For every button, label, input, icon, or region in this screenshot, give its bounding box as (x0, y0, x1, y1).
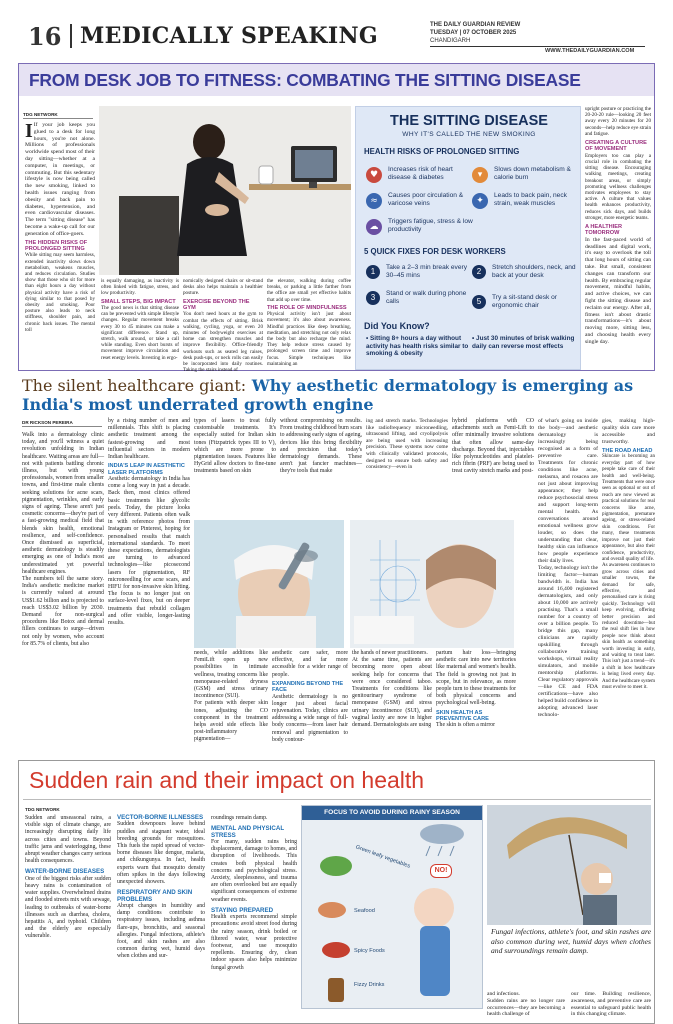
col-3 (211, 815, 297, 1023)
risk-item: ≈ Causes poor circulation & varicose veins (366, 191, 470, 215)
masthead-rule (430, 46, 645, 47)
paragraph: upright posture or practicing the 20-20-20 rule—looking 20 feet away every 20 minutes for 20 seconds—help reduce eye strain and fatigue. (585, 106, 651, 137)
paragraph: partum hair loss—bringing aesthetic care into new territories like maternal and women's health. The field is growing not just in scope, but in relevance, as more people turn to these treatments for both physical concerns and psychological well-being. (436, 650, 516, 707)
subhead-beyond-face: EXPANDING BEYOND THE FACE (272, 680, 344, 694)
subhead-exercise: EXERCISE BEYOND THE GYM (183, 298, 250, 312)
paragraph: nomically designed chairs or sit-stand desks also helps maintain a healthier posture. (183, 278, 263, 297)
subhead-respiratory: RESPIRATORY AND SKIN PROBLEMS (117, 889, 193, 903)
fix-item: 5 Try a sit-stand desk or ergonomic chair (472, 293, 580, 315)
fact-item: • Sitting 8+ hours a day without activity has health risks similar to smoking & obesity (366, 335, 469, 358)
paragraph: Physical activity isn't just about movement; it's also about awareness. Mindful practices like deep breathing, meditation, and stretching not only relax the body but also recharge the mind. They help reduce stress caused by prolonged screen time and improve focus. Simple techniques like maintaining an (267, 311, 351, 367)
fix-number: 1 (366, 265, 380, 279)
paragraph: aesthetic care safer, more effective, and far more accessible for a wider range of people. (272, 650, 348, 678)
paragraph: One of the biggest risks after sudden heavy rains is contamination of water supplies. Overwhelmed drains and flooded streets mix with sewage, leading to outbreaks of water-borne illnesses such as diarrhea, cholera, hepatitis A, and typhoid. Children and the elderly are especially vulnerable. (25, 875, 111, 940)
paragraph: our time. Building resilience, awareness, and preventive care are essential to safeguard public health in this changing climate. (571, 991, 651, 1018)
focus-item-seafood: Seafood (354, 908, 375, 914)
subhead-mindfulness: THE ROLE OF MINDFULNESS (267, 304, 347, 311)
headline: Sudden rain and their impact on health (29, 767, 425, 793)
rain-article (18, 760, 655, 1024)
subhead-small-steps: SMALL STEPS, BIG IMPACT (101, 298, 176, 305)
paragraph: the elevator, walking during coffee breaks, or parking a little farther from the office are small yet effective habits that add up over time. (267, 278, 351, 303)
col-4 (280, 418, 362, 518)
fix-item: 3 Stand or walk during phone calls (366, 289, 470, 311)
subhead-hidden-risks: THE HIDDEN RISKS OF PROLONGED SITTING (25, 239, 88, 252)
focus-title: FOCUS TO AVOID DURING RAINY SEASON (324, 809, 460, 816)
col-1 (25, 122, 95, 370)
paragraph: In the fast-paced world of deadlines and digital work, it's easy to overlook the toll that long hours of sitting can take. But small, consistent changes can transform our health. By embracing regular movement, mindful habits, and active choices, we can fight the sitting disease and reclaim our energy. After all, fitness isn't about drastic transformations—it's about moving more, sitting less, and choosing health every single day. (585, 236, 651, 345)
fix-item: 2 Stretch shoulders, neck, and back at your desk (472, 263, 580, 291)
paragraph: Walk into a dermatology clinic today, and you'll witness a quiet revolution unfolding in Indian healthcare. Waiting areas are full—not with patients battling chronic illness, but with young professionals, women from smaller towns, and first-time male clients seeking solutions for acne scars, pigmentation, wrinkles, and early signs of ageing. These aren't just cosmetic concerns—they're part of a fast-growing medical field that blends skin health, emotional resilience, and self-confidence. Once dismissed as superficial, aesthetic dermatology is steadily emerging as one of India's most underestimated yet powerful healthcare engines. The numbers tell the same story. India's aesthetic medicine market is currently valued at around US$1.62 billion and is projected to reach US$3.02 billion by 2030. Demand for non-surgical procedures like Botox and dermal fillers continues to surge—driven not only by women, who account for 85.7% of clients, but also (22, 432, 104, 647)
info-title: THE SITTING DISEASE (390, 113, 548, 129)
fact-item: • Just 30 minutes of brisk walking daily can reverse most effects (472, 335, 575, 350)
issue-date: TUESDAY | 07 OCTOBER 2025 (430, 30, 517, 36)
byline: TDG NETWORK (23, 112, 58, 117)
col-5-bottom (571, 991, 651, 1023)
col-8 (602, 418, 655, 754)
paragraph: You don't need hours at the gym to combat the effects of sitting. Brisk walking, cycling, yoga, or even 20 minutes of bodyweight exercises at home can strengthen muscles and improve flexibility. Office-friendly workouts such as seated leg raises, desk push-ups, or neck rolls can easily be incorporated into daily routines. Taking the stairs instead of (183, 311, 263, 374)
paragraph: The skin is often a mirror (436, 722, 496, 729)
risk-item: ♥ Increases risk of heart disease & diabetes (366, 165, 470, 189)
col-1 (25, 815, 111, 1023)
paragraph: Employers too can play a crucial role in combating the sitting disease. Encouraging walking meetings, creating breakout areas, or simply promoting wellness challenges motivates employees to stay active. A culture that values health enhances productivity, reduces sick days, and builds stronger, more energetic teams. (585, 152, 651, 221)
subhead-culture: CREATING A CULTURE OF MOVEMENT (585, 140, 647, 153)
paragraph: and infections. Sudden rains are no longer rare occurrences—they are becoming a health challenge of (487, 991, 565, 1018)
subhead-road-ahead: THE ROAD AHEAD (602, 448, 653, 454)
headline: The silent healthcare giant: Why aesthetic dermatology is emerging as India's most underrated growth engine (22, 376, 634, 414)
stress-icon: ☁ (366, 219, 382, 235)
city: CHANDIGARH (430, 38, 471, 44)
col-1 (22, 432, 104, 754)
col-4-bottom (487, 991, 565, 1023)
col-4 (267, 278, 351, 370)
paragraph: Aesthetic dermatology in India has come a long way in just a decade. Back then, most clinics offered basic treatments like glycolic peels. Today, the picture looks very different. Patients often walk in with reference photos from Instagram or Pinterest, hoping for personalised results that match international standards. To meet these expectations, dermatologists are turning to advanced technologies—like picosecond lasers for pigmentation, RF microneedling for acne scars, and HIFU for non-invasive skin lifting. The focus is no longer just on surface-level fixes, but on deeper treatments that rebuild collagen and offer visible, longer-lasting results. (108, 476, 190, 627)
paper-name: THE DAILY GUARDIAN REVIEW (430, 22, 521, 28)
col-2 (117, 815, 205, 1023)
fix-item: 1 Take a 2–3 min break every 30–45 mins (366, 263, 470, 285)
col-4-lower (352, 650, 432, 754)
focus-item-spicy: Spicy Foods (354, 948, 385, 954)
paragraph: Aesthetic dermatology is no longer just about facial rejuvenation. Today, clinics are addressing a wide range of full-body concerns—from laser hair removal and pigmentation to body contour- (272, 693, 348, 743)
metabolism-icon: ▾ (472, 167, 488, 183)
subhead-prepared: STAYING PREPARED (211, 906, 274, 914)
subhead-laser: INDIA'S LEAP IN AESTHETIC LASER PLATFORMS (108, 463, 185, 476)
headline-band (19, 761, 654, 797)
lead-paragraph: I If your job keeps you glued to a desk for long hours, you're not alone. Millions of professionals worldwide spend most of their day sitting—whether at a computer, in meetings, or commuting. But this sedentary lifestyle is now being called the new smoking, linked to health issues ranging from obesity and back pain to diabetes, hypertension, and even cardiovascular diseases. The term "sitting disease" has become a wake-up call for our generation of office-goers. (25, 120, 95, 237)
byline-rule (23, 118, 93, 119)
paragraph: The good news is that sitting disease can be prevented with simple lifestyle changes. Regular movement breaks every 30 to 45 minutes can make a significant difference. Stand up, stretch, walk around, or take a call while standing. Even short bursts of movement improve circulation and reset energy levels. Investing in ergo- (101, 305, 179, 361)
office-back-pain-photo (99, 106, 351, 275)
paragraph: While sitting may seem harmless, extended inactivity slows down metabolism, weakens muscles, and reduces circulation. Studies show that those who sit for more than eight hours a day without physical activity have a risk of dying similar to that posed by obesity and smoking. Poor posture also leads to neck stiffness, shoulder pain, and chronic back issues. The mental toll (25, 252, 95, 333)
col-2 (108, 418, 190, 627)
paragraph: roundings remain damp. (211, 815, 268, 821)
risk-item: ▾ Slows down metabolism & calorie burn (472, 165, 580, 189)
photo-caption: Fungal infections, athlete's foot, and skin rashes are also common during wet, humid days when clothes and surroundings remain damp. (491, 927, 651, 956)
dermatology-article (18, 376, 655, 756)
fix-number: 3 (366, 291, 380, 305)
paragraph: Abrupt changes in humidity and damp conditions contribute to respiratory issues, including asthma flare-ups, bronchitis, and seasonal allergies. Fungal infections, athlete's foot, and skin rashes are also common during wet, humid days when clothes and sur- (117, 903, 205, 960)
headline-band (19, 64, 654, 96)
focus-item-fizzy: Fizzy Drinks (354, 982, 385, 988)
paragraph: Sudden and unseasonal rains, a visible sign of climate change, are increasingly disrupting daily life across cities and towns. Beyond traffic jams and waterlogging, these abrupt weather changes carry serious health consequences. (25, 815, 111, 865)
heart-icon: ♥ (366, 167, 382, 183)
col-5 (585, 106, 651, 370)
col-3-lower (272, 650, 348, 754)
vertical-divider (70, 24, 72, 48)
col-2-lower (194, 650, 268, 754)
col-2 (101, 278, 179, 370)
subhead-water-borne: WATER-BORNE DISEASES (25, 868, 105, 876)
byline-rule (22, 426, 102, 427)
back-pain-icon: ✦ (472, 193, 488, 209)
circulation-icon: ≈ (366, 193, 382, 209)
paragraph: Skincare is becoming an everyday part of how people take care of their health and well-being. Treatments that were once seen as optional or out of reach are now viewed as practical solutions for real concerns like acne, pigmentation, premature ageing, or stress-related skin conditions. For many, these treatments improve not just their appearance, but also their confidence, productivity, and overall quality of life. As awareness continues to grow across cities and smaller towns, the demand for safe, effective, and personalised care is rising quickly. Technology will keep evolving, offering better precision and reduced downtime—but the real shift lies in how people now think about skin health as something worth investing in early, and waiting to treat later. This isn't just a trend—it's a shift in how healthcare is being lived every day. And the healthcare system must evolve to meet it. (602, 454, 655, 691)
drop-cap: I (25, 120, 33, 142)
paragraph: by a rising number of men and millennials. This shift is placing aesthetic treatment among the fastest-growing and most influential sectors in modern Indian healthcare. (108, 418, 190, 461)
fix-heading: 5 QUICK FIXES FOR DESK WORKERS (364, 247, 506, 256)
rain-cloud-icon (302, 820, 482, 1010)
paragraph: is equally damaging, as inactivity is often linked with fatigue, stress, and low productivity. (101, 278, 179, 297)
headline-rule (23, 799, 651, 800)
paragraph: hybrid platforms with CO attachments such as Femi-Lift to offer minimally invasive solutions that often allow same-day discharge. Beyond that, injectables like polynucleotides and platelet-rich fibrin (PRF) are being used to treat cavity stretch marks and post- (452, 418, 534, 475)
paragraph: needs, while additions like FemiLift open up new possibilities in intimate wellness, treating concerns like menopause-related dryness (GSM) and stress urinary incontinence (SUI). For patients with deeper skin tones, adjusting the CO component in the treatment helps avoid side effects like post-inflammatory pigmentation— (194, 650, 268, 743)
col-6 (452, 418, 534, 518)
bullet-icon: • (472, 335, 477, 342)
facial-treatment-photo (194, 520, 344, 648)
paragraph: gies, making high-quality skin care more accessible and trustworthy. (602, 418, 655, 445)
paragraph: Health experts recommend simple precautions: avoid street food during the rainy season, drink boiled or filtered water, wear protective footwear, and use mosquito repellents. Ensuring dry, clean indoor spaces also helps minimize fungal growth (211, 914, 297, 971)
no-badge: NO! (430, 864, 452, 878)
info-subtitle: WHY IT'S CALLED THE NEW SMOKING (402, 131, 536, 138)
did-you-know-heading: Did You Know? (364, 321, 430, 331)
subhead-vector-borne: VECTOR-BORNE ILLNESSES (117, 814, 204, 821)
sitting-infographic (355, 106, 581, 370)
subhead-mental: MENTAL AND PHYSICAL STRESS (211, 825, 284, 839)
rainy-season-infographic (301, 805, 483, 1009)
byline: TDG NETWORK (25, 807, 60, 812)
paragraph: types of lasers to treat fully customisable treatments. It's especially suited for Indian skin tones (Fitzpatrick types III to V), which are more prone to pigmentation issues. Features like HyGrid allow doctors to fine-tune treatments based on skin (194, 418, 276, 475)
headline: FROM DESK JOB TO FITNESS: COMBATING THE SITTING DISEASE (29, 70, 581, 90)
paragraph: of what's going on inside the body—and aesthetic dermatology is increasingly being recognised as a form of preventive care. Treatments for chronic conditions like acne, melasma, and rosacea are not just about improving appearance; they help reduce psychosocial stress and support long-term mental health. As conversations around emotional wellness grow louder, so does the understanding that clear, healthy skin can influence how people experience their daily lives. Today, technology isn't the limiting factor—human bandwidth is. India has around 16,400 registered dermatologists, and only about 10,000 are actively practising. That's a small number for a country of over a billion people. To bridge this gap, many clinicians are rapidly upskilling through collaborative training workshops, virtual reality simulators, and mobile mentorship platforms. Clear regulatory approvals—like CE and FDA certifications—have also helped build confidence in adopting advanced laser technolo- (538, 418, 598, 718)
bullet-icon: • (366, 335, 371, 342)
fix-number: 5 (472, 295, 486, 309)
sitting-article (18, 63, 655, 374)
col-3 (183, 278, 263, 374)
col-5-lower (436, 650, 516, 754)
section-title: MEDICALLY SPEAKING (80, 23, 378, 49)
risk-heading: HEALTH RISKS OF PROLONGED SITTING (364, 147, 520, 156)
paragraph: Sudden downpours leave behind puddles and stagnant water, ideal breeding grounds for mosquitoes. This fuels the rapid spread of vector-borne diseases like dengue, malaria, and chikungunya. In fact, health experts warn that mosquito density often spikes in the days following unexpected showers. (117, 821, 205, 886)
paragraph: For many, sudden rains bring displacement, damage to homes, and disruption of livelihoods. This creates both physical health concerns and psychological stress. Anxiety, sleeplessness, and trauma are often overlooked but are equally significant consequences of extreme weather events. (211, 839, 297, 903)
focus-item-greens: Green leafy vegetables (354, 844, 411, 870)
risk-item: ✦ Leads to back pain, neck strain, weak muscles (472, 191, 580, 215)
paragraph: without compromising on results. From treating childhood burn scars to addressing early signs of ageing, devices like this bring flexibility and precision that today's dermatology demands. These aren't just fancier machines—they're tools that make (280, 418, 362, 475)
byline: DR RICKSON PEREIRA (22, 420, 73, 425)
col-3 (194, 418, 276, 518)
skin-analysis-photo (350, 520, 514, 648)
risk-item: ☁ Triggers fatigue, stress & low productivity (366, 217, 496, 241)
col-5 (366, 418, 448, 518)
focus-title-band (302, 806, 482, 820)
woman-sneezing-photo (487, 805, 651, 925)
paragraph: ing and stretch marks. Technologies like radiofrequency microneedling, ultrasound lifting, and cryolipolysis are being used with increasing precision. These systems now come with clinically validated protocols, designed to ensure both safety and consistency—even in (366, 418, 448, 471)
website[interactable]: WWW.THEDAILYGUARDIAN.COM (545, 48, 635, 54)
subhead-preventive: SKIN HEALTH AS PREVENTIVE CARE (436, 709, 489, 723)
subhead-tomorrow: A HEALTHIER TOMORROW (585, 224, 622, 237)
fix-number: 2 (472, 265, 486, 279)
paragraph: the hands of newer practitioners. At the same time, patients are becoming more open about seeking help for concerns that were once considered taboo. Treatments for conditions like genitourinary syndrome of menopause (GSM) and stress urinary incontinence (SUI), and vaginal laxity are now in higher demand. Dermatologists are using (352, 650, 432, 729)
col-7 (538, 418, 598, 754)
masthead (0, 0, 673, 62)
page-number: 16 (28, 22, 62, 51)
